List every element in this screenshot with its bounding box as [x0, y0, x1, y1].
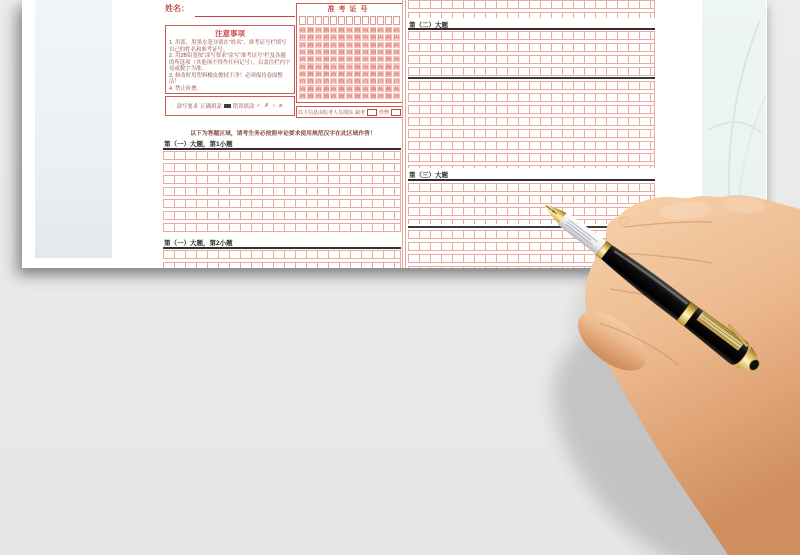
section-1-writing-grid [163, 151, 401, 232]
notice-title: 注意事项 [215, 29, 245, 38]
section-2-header: 第（一）大题，第2小题 [163, 238, 401, 249]
proctor-fill-box [296, 106, 403, 118]
wrong-fill-label: 错误填涂 [232, 104, 255, 110]
spine-line [402, 0, 403, 268]
hand-shadow [520, 238, 800, 555]
name-field-row [165, 3, 295, 17]
left-margin-panel [35, 0, 112, 258]
name-label: 姓名： [165, 4, 189, 13]
notice-item: 2. 用2B铅笔按“涂写要求”涂写“准考证号”栏及各题的所选项（其他项不得作任何记号），以盖住栏内字母或数字为准。 [169, 53, 291, 72]
answer-sheet-paper [22, 0, 767, 268]
cheat-checkbox [391, 109, 401, 116]
correct-fill-label: 正确填涂 [200, 104, 222, 110]
proctor-text: 以下信息由监考人员填涂 [297, 109, 353, 116]
name-underline [195, 16, 295, 17]
correct-fill-mark-icon [224, 104, 231, 108]
wrong-fill-marks-icon: ✓ ✗ ○ ⌀ [256, 103, 284, 109]
section-4-writing-grid-cont [408, 230, 655, 268]
section-separator-line [408, 226, 655, 228]
section-3-writing-grid-cont [408, 81, 655, 168]
notice-list [166, 39, 294, 92]
section-1-header: 第（一）大题，第1小题 [163, 139, 401, 150]
section-3-writing-grid [408, 31, 655, 76]
section-2-writing-grid [163, 250, 401, 268]
notice-item: 4. 禁止折叠。 [169, 85, 202, 92]
section-4-header: 第（三）大题 [408, 170, 655, 181]
notice-item: 3. 修改时用塑料橡皮擦拭干净！必须保持卷面整洁！ [169, 72, 283, 85]
notice-item: 1. 用蓝、黑墨水笔分别在“姓名”、准考证号栏填写自己的姓名和准考证号。 [169, 40, 287, 53]
answer-sheet-form [163, 0, 657, 268]
fill-req-label: 涂写要求 [176, 104, 199, 110]
decorative-swirl [702, 0, 766, 268]
section-3-header: 第（二）大题 [408, 20, 655, 30]
cheat-label: 作弊 [379, 109, 390, 116]
fill-requirement-box [165, 96, 295, 116]
absent-checkbox [367, 109, 377, 116]
section-separator-line [408, 77, 655, 79]
exam-ticket-number-box [296, 3, 403, 103]
right-top-writing-grid [408, 0, 655, 18]
spine-line [405, 0, 406, 268]
notice-box [165, 25, 295, 94]
ticket-bubble-grid: [0] [0] [0] [0] [0] [0] [0] [0] [0] [0] [0] [0] [0] [1] [1] [1] [1] [1] [1] [1] [1] [1] [1] [1] [1] [1] [2] [2] [2] [2] [2] [2] [2] [2] [2] [2] [2] [2] [2] [3] [3] [3] [3] [3] [3] [3] [3] [3] [3] [3] [3] [3] [4] [4] [4] [4] [4] [4] [4] [4] [4] [4] [4] [4] [4] [5] [5] [5] [5] [5] [5] [5] [5] [5] [5] [5] [5] [5] [6] [6] [6] [6] [6] [6] [6] [6] [6] [6] [6] [6] [6] [7] [7] [7] [7] [7] [7] [7] [7] [7] [7] [7] [7] [7] [8] [8] [8] [8] [8] [8] [8] [8] [8] [8] [8] [8] [8] [9] [9] [9] [9] [9] [9] [9] [9] [9] [9] [9] [9] [9] [300, 27, 399, 98]
answer-area-banner: 以下为答题区域，请考生务必按照申论要求使用规范汉字在此区域作答！ [190, 131, 376, 137]
right-margin-panel [702, 0, 766, 268]
ticket-write-boxes [299, 16, 400, 25]
ticket-title: 准考证号 [327, 6, 372, 13]
absent-label: 缺考 [354, 109, 365, 116]
section-4-writing-grid [408, 183, 655, 224]
